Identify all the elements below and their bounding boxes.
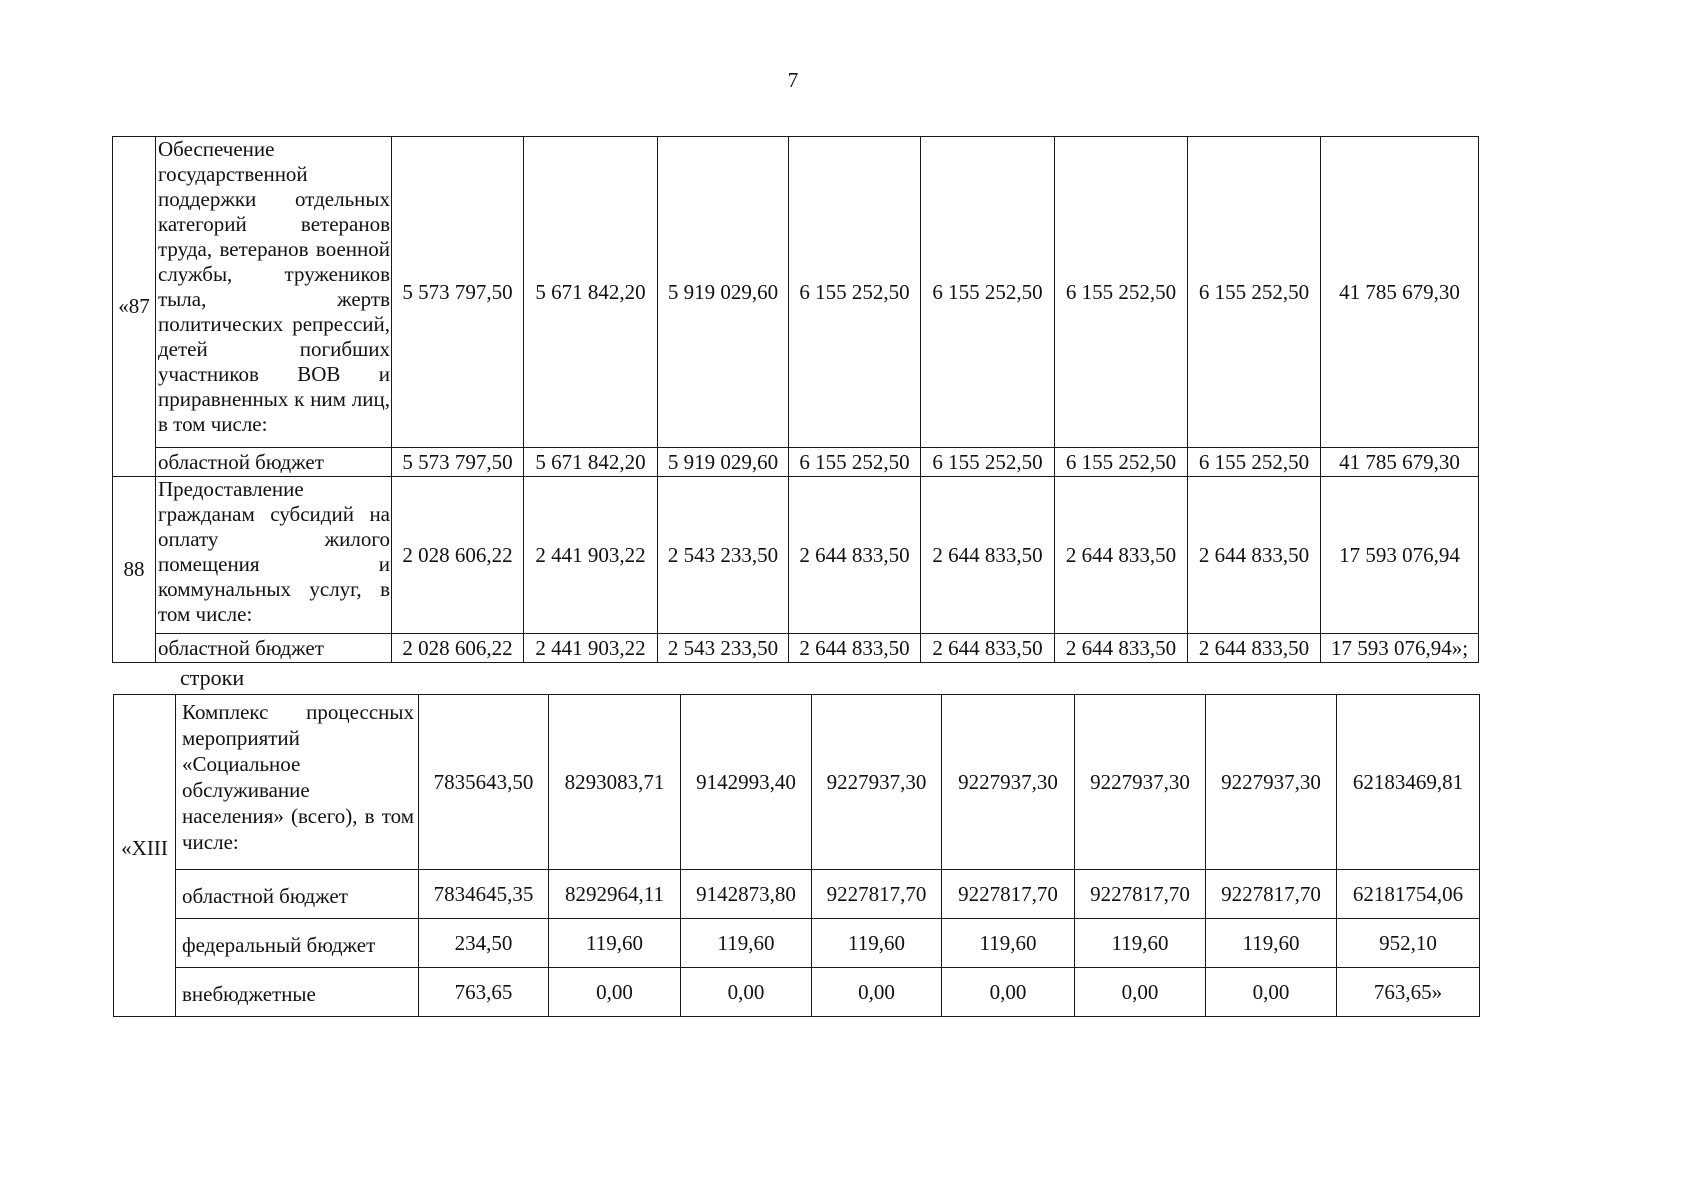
value-cell: 41 785 679,30 bbox=[1321, 137, 1479, 448]
row-description: Комплекс процессных мероприятий «Социальное обслуживание населения» (всего), в том числе: bbox=[176, 695, 419, 870]
funding-source-label: областной бюджет bbox=[176, 870, 419, 919]
value-cell: 2 028 606,22 bbox=[392, 634, 524, 663]
value-cell: 6 155 252,50 bbox=[921, 448, 1055, 477]
value-cell: 2 644 833,50 bbox=[1055, 477, 1188, 634]
value-cell: 0,00 bbox=[1075, 968, 1206, 1017]
value-cell: 2 441 903,22 bbox=[524, 477, 658, 634]
value-cell: 6 155 252,50 bbox=[1188, 448, 1321, 477]
value-cell: 234,50 bbox=[419, 919, 549, 968]
value-cell: 6 155 252,50 bbox=[789, 137, 921, 448]
value-cell: 9227937,30 bbox=[1206, 695, 1337, 870]
value-cell: 2 028 606,22 bbox=[392, 477, 524, 634]
value-cell: 6 155 252,50 bbox=[1188, 137, 1321, 448]
value-cell: 17 593 076,94 bbox=[1321, 477, 1479, 634]
value-cell: 9227937,30 bbox=[812, 695, 942, 870]
value-cell: 9227817,70 bbox=[1206, 870, 1337, 919]
value-cell: 7835643,50 bbox=[419, 695, 549, 870]
value-cell: 5 919 029,60 bbox=[658, 448, 789, 477]
value-cell: 9227817,70 bbox=[942, 870, 1075, 919]
value-cell: 9227817,70 bbox=[1075, 870, 1206, 919]
value-cell: 5 919 029,60 bbox=[658, 137, 789, 448]
value-cell: 2 644 833,50 bbox=[1055, 634, 1188, 663]
value-cell: 2 543 233,50 bbox=[658, 634, 789, 663]
table-row bbox=[114, 695, 1480, 870]
table-row-subtotal bbox=[113, 448, 1479, 477]
value-cell: 119,60 bbox=[942, 919, 1075, 968]
value-cell: 9142873,80 bbox=[681, 870, 812, 919]
table-row bbox=[113, 137, 1479, 448]
row-description: Обеспечение государственной поддержки отдельных категорий ветеранов труда, ветеранов военной службы, тружеников тыла, жертв политических репрессий, детей погибших участников ВОВ и приравненных к ним лиц, в том числе: bbox=[156, 137, 392, 448]
funding-source-label: внебюджетные bbox=[176, 968, 419, 1017]
value-cell: 2 644 833,50 bbox=[1188, 477, 1321, 634]
value-cell: 62181754,06 bbox=[1337, 870, 1480, 919]
value-cell: 0,00 bbox=[1206, 968, 1337, 1017]
budget-table-rows-87-88 bbox=[112, 136, 1479, 663]
funding-source-label: областной бюджет bbox=[156, 634, 392, 663]
value-cell: 763,65 bbox=[419, 968, 549, 1017]
value-cell: 7834645,35 bbox=[419, 870, 549, 919]
value-cell: 2 644 833,50 bbox=[921, 634, 1055, 663]
value-cell: 62183469,81 bbox=[1337, 695, 1480, 870]
value-cell: 2 644 833,50 bbox=[789, 634, 921, 663]
value-cell: 5 671 842,20 bbox=[524, 448, 658, 477]
value-cell: 119,60 bbox=[1075, 919, 1206, 968]
value-cell: 17 593 076,94»; bbox=[1321, 634, 1479, 663]
value-cell: 6 155 252,50 bbox=[1055, 448, 1188, 477]
row-number: «XIII bbox=[114, 695, 176, 1017]
funding-source-label: федеральный бюджет bbox=[176, 919, 419, 968]
value-cell: 0,00 bbox=[681, 968, 812, 1017]
value-cell: 2 644 833,50 bbox=[789, 477, 921, 634]
budget-table-section-xiii bbox=[113, 694, 1480, 1017]
value-cell: 5 671 842,20 bbox=[524, 137, 658, 448]
value-cell: 0,00 bbox=[812, 968, 942, 1017]
table-row-subtotal bbox=[114, 870, 1480, 919]
strings-label: строки bbox=[180, 665, 245, 690]
row-number: 88 bbox=[113, 477, 156, 663]
value-cell: 41 785 679,30 bbox=[1321, 448, 1479, 477]
value-cell: 2 644 833,50 bbox=[1188, 634, 1321, 663]
value-cell: 6 155 252,50 bbox=[1055, 137, 1188, 448]
value-cell: 5 573 797,50 bbox=[392, 448, 524, 477]
table-row bbox=[113, 477, 1479, 634]
value-cell: 8293083,71 bbox=[549, 695, 681, 870]
value-cell: 9142993,40 bbox=[681, 695, 812, 870]
value-cell: 119,60 bbox=[812, 919, 942, 968]
value-cell: 0,00 bbox=[942, 968, 1075, 1017]
value-cell: 119,60 bbox=[681, 919, 812, 968]
table-row-subtotal bbox=[114, 968, 1480, 1017]
value-cell: 119,60 bbox=[549, 919, 681, 968]
value-cell: 2 441 903,22 bbox=[524, 634, 658, 663]
funding-source-label: областной бюджет bbox=[156, 448, 392, 477]
value-cell: 2 644 833,50 bbox=[921, 477, 1055, 634]
value-cell: 2 543 233,50 bbox=[658, 477, 789, 634]
value-cell: 6 155 252,50 bbox=[789, 448, 921, 477]
value-cell: 9227817,70 bbox=[812, 870, 942, 919]
row-number: «87 bbox=[113, 137, 156, 477]
value-cell: 9227937,30 bbox=[942, 695, 1075, 870]
value-cell: 6 155 252,50 bbox=[921, 137, 1055, 448]
value-cell: 9227937,30 bbox=[1075, 695, 1206, 870]
value-cell: 952,10 bbox=[1337, 919, 1480, 968]
value-cell: 5 573 797,50 bbox=[392, 137, 524, 448]
value-cell: 119,60 bbox=[1206, 919, 1337, 968]
table-row-subtotal bbox=[114, 919, 1480, 968]
page-number: 7 bbox=[787, 68, 799, 92]
value-cell: 8292964,11 bbox=[549, 870, 681, 919]
row-description: Предоставление гражданам субсидий на оплату жилого помещения и коммунальных услуг, в том числе: bbox=[156, 477, 392, 634]
table-row-subtotal bbox=[113, 634, 1479, 663]
value-cell: 0,00 bbox=[549, 968, 681, 1017]
value-cell: 763,65» bbox=[1337, 968, 1480, 1017]
